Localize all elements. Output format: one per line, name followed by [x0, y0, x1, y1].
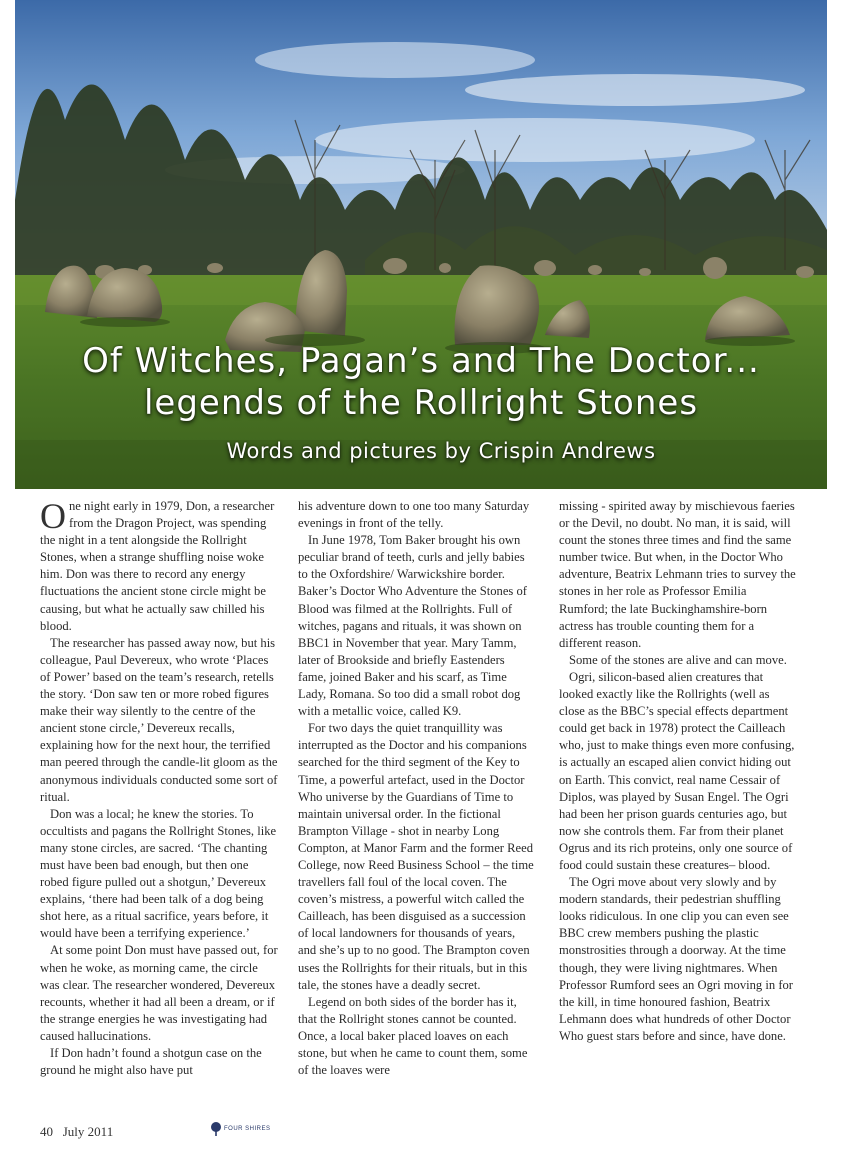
paragraph-text: ne night early in 1979, Don, a researcher from the Dragon Project, was spending the night in a tent alongside the Rollright Stones, when a strange shuffling noise woke him. Don was there to record any energy fluctuations the ancient stone circle might be causing, but what he actually saw chilled his blood. [40, 499, 275, 633]
drop-cap: O [40, 496, 66, 536]
hero-photo [15, 0, 827, 489]
folio [40, 1124, 113, 1140]
paragraph [40, 498, 278, 635]
article-title-line-2: legends of the Rollright Stones [143, 383, 699, 423]
article-heading [15, 340, 827, 464]
logo-text: FOUR SHIRES [224, 1126, 271, 1132]
paragraph: Ogri, silicon-based alien creatures that looked exactly like the Rollrights (well as close as the BBC’s special effects department could get back in 1978) protect the Cailleach who, just to make things even more confusing, is actually an escaped alien convict hiding out on Earth. This convict, real name Cessair of Diplos, was played by Susan Engel. The Ogri had been her prison guards centuries ago, but now she controls them. Far from their planet Ogrus and its rich proteins, only one source of food could sustain these creatures– blood. [559, 669, 795, 872]
article-body [40, 498, 820, 1118]
column-2 [298, 498, 536, 1079]
article-byline: Words and pictures by Crispin Andrews [226, 439, 656, 463]
paragraph: The researcher has passed away now, but his colleague, Paul Devereux, who wrote ‘Places of Power’ based on the team’s research, retells the story. ‘Don saw ten or more robed figures make their way silently to the centre of the ancient stone circle,’ Devereux recalls, explaining how for the next hour, the terrified man peered through the candle-lit gloom as the anonymous individuals conducted some sort of ritual. [40, 635, 278, 804]
page-footer [40, 1124, 440, 1144]
issue-date: July 2011 [62, 1124, 114, 1139]
paragraph: Legend on both sides of the border has it, that the Rollright stones cannot be counted. Once, a local baker placed loaves on each stone, but when he came to count them, some of the loaves were [298, 994, 528, 1078]
paragraph: Some of the stones are alive and can move. [569, 652, 787, 667]
paragraph: In June 1978, Tom Baker brought his own peculiar brand of teeth, curls and jelly babies to the Oxfordshire/ Warwickshire border. Baker’s Doctor Who Adventure the Stones of Blood was filmed at the Rollrights. Full of witches, pagans and rituals, it was shown on BBC1 in November that year. Mary Tamm, later of Brookside and briefly Eastenders fame, joined Baker and his scarf, as Time Lady, Romana. So too did a small robot dog with a metallic voice, called K9. [298, 533, 527, 719]
column-1 [40, 498, 278, 1079]
paragraph: his adventure down to one too many Saturday evenings in front of the telly. [298, 499, 530, 531]
paragraph: If Don hadn’t found a shotgun case on the ground he might also have put [40, 1046, 262, 1078]
paragraph: The Ogri move about very slowly and by modern standards, their pedestrian shuffling looks ridiculous. In one clip you can even see BBC crew members pushing the plastic monstrosities through a doorway. At the time though, they were living nightmares. When Professor Rumford sees an Ogri moving in for the kill, in time honoured fashion, Beatrix Lehmann does what hundreds of other Doctor Who guest stars before and since, have done. [559, 875, 793, 1043]
tree-icon [210, 1122, 222, 1136]
page-number: 40 [40, 1124, 53, 1139]
paragraph: Don was a local; he knew the stories. To occultists and pagans the Rollright Stones, like many stone circles, are sacred. ‘The chanting must have been bad enough, but then one robed figure pulled out a shotgun,’ Devereux explains, ‘there had been talk of a dog being shot here, as a ritual sacrifice, years before, it would have been a terrifying experience.’ [40, 806, 277, 941]
article-title-line-1: Of Witches, Pagan’s and The Doctor... [82, 341, 760, 381]
four-shires-logo [210, 1122, 271, 1136]
paragraph: At some point Don must have passed out, for when he woke, as morning came, the circle was clear. The researcher wondered, Devereux recounts, whether it had all been a dream, or if the strange energies he was investigating had caused hallucinations. [40, 943, 278, 1043]
paragraph: For two days the quiet tranquillity was interrupted as the Doctor and his companions searched for the third segment of the Key to Time, a powerful artefact, used in the Doctor Who universe by the Guardians of Time to maintain universal order. In the fictional Brampton Village - shot in nearby Long Compton, at Manor Farm and the former Reed College, now Reed Business School – the time travellers fall foul of the local coven. The coven’s mistress, a powerful witch called the Cailleach, has been disguised as a succession of local landowners for thousands of years, and she’s up to no good. The Brampton coven uses the Rollrights for their rituals, but in this tale, the stones have a deadly secret. [298, 721, 534, 992]
paragraph: missing - spirited away by mischievous faeries or the Devil, no doubt. No man, it is said, will count the stones three times and find the same number twice. But when, in the Doctor Who adventure, Beatrix Lehmann tries to survey the stones in her role as Professor Emilia Rumford; the late Buckinghamshire-born actress has trouble counting them for a different reason. [559, 499, 796, 650]
column-3 [559, 498, 797, 1045]
